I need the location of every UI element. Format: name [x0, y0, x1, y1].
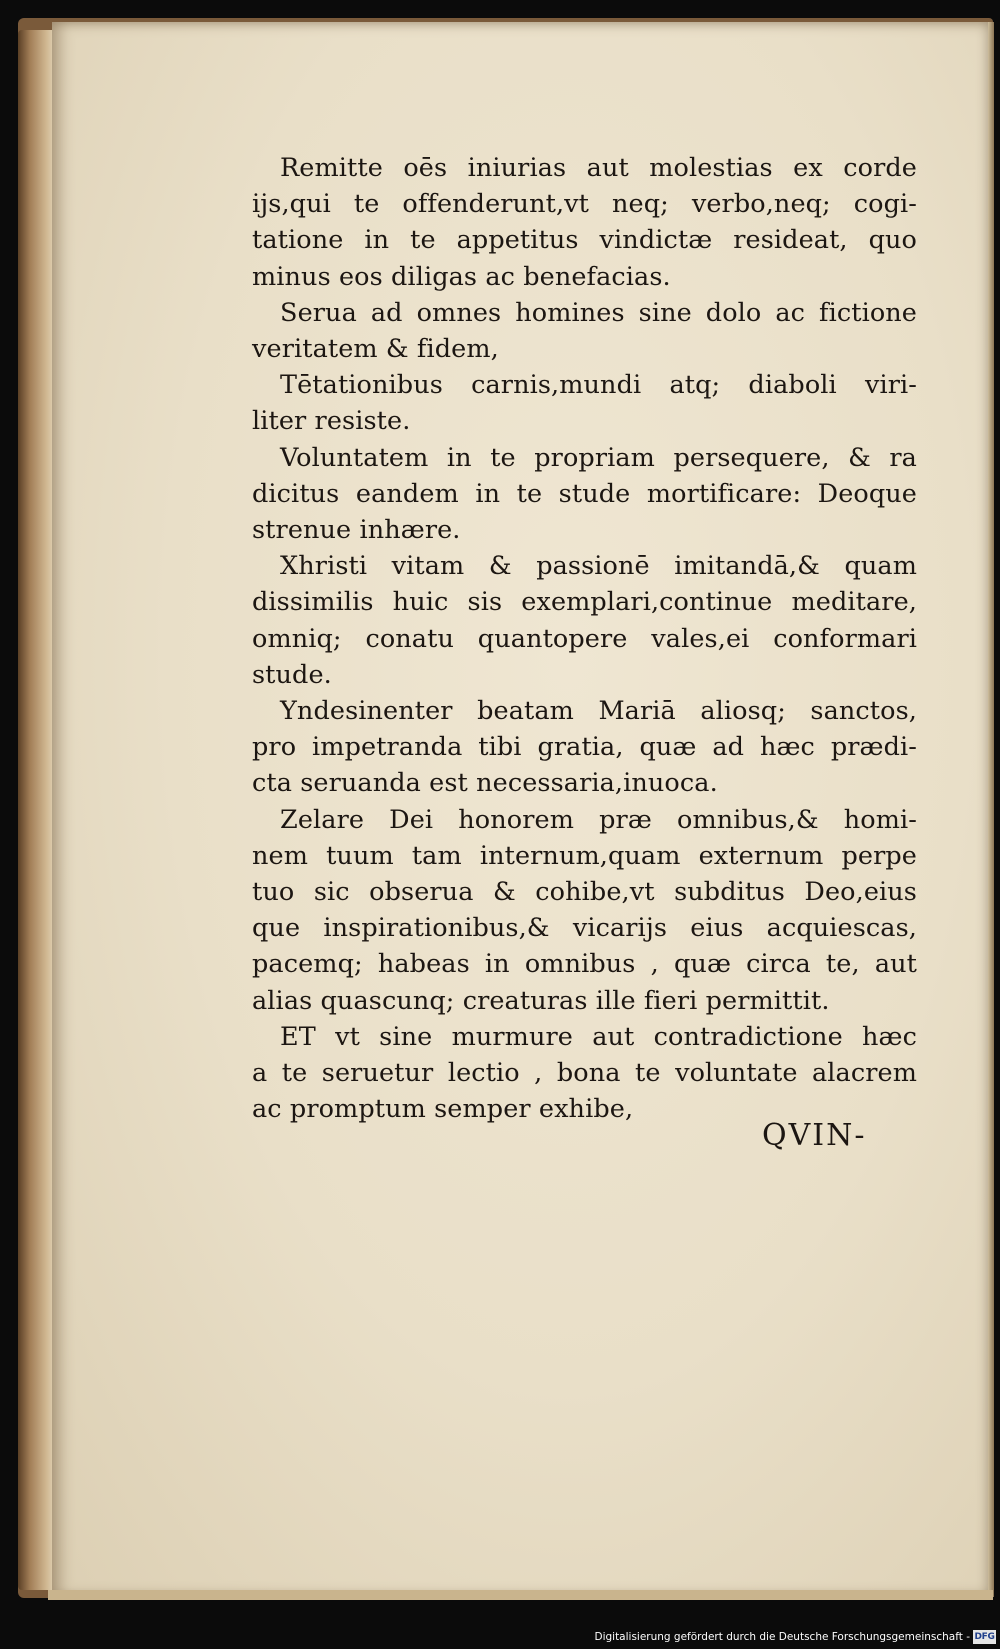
- text-line: pacemq; habeas in omnibus , quæ circa te, aut: [252, 949, 917, 980]
- text-line: dissimilis huic sis exemplari,continue meditare,: [252, 587, 917, 618]
- text-line: strenue inhære.: [252, 515, 461, 546]
- text-line: tuo sic obserua & cohibe,vt subditus Deo,eius: [252, 877, 917, 908]
- page-body-text: [252, 150, 917, 1127]
- text-line: cta seruanda est necessaria,inuoca.: [252, 768, 718, 799]
- text-line: liter resiste.: [252, 406, 411, 437]
- text-line: alias quascunq; creaturas ille fieri permittit.: [252, 985, 830, 1016]
- text-line: minus eos diligas ac benefacias.: [252, 261, 671, 292]
- text-line: nem tuum tam internum,quam externum perpe: [252, 840, 917, 871]
- text-line: Voluntatem in te propriam persequere, & ra: [280, 442, 917, 473]
- text-line: ET vt sine murmure aut contradictione hæc: [280, 1021, 917, 1052]
- text-line: Tētationibus carnis,mundi atq; diaboli viri-: [280, 370, 917, 401]
- footer-credit: Digitalisierung gefördert durch die Deutsche Forschungsgemeinschaft -: [594, 1631, 970, 1643]
- text-line: tatione in te appetitus vindictæ resideat, quo: [252, 225, 917, 256]
- text-line: Zelare Dei honorem præ omnibus,& homi-: [280, 804, 917, 835]
- text-line: a te seruetur lectio , bona te voluntate alacrem: [252, 1058, 917, 1089]
- text-line: pro impetranda tibi gratia, quæ ad hæc prædi-: [252, 732, 917, 763]
- text-line: Remitte oēs iniurias aut molestias ex corde: [280, 153, 917, 183]
- text-line: Xhristi vitam & passionē imitandā,& quam: [280, 551, 917, 582]
- dfg-logo: DFG: [974, 1632, 995, 1642]
- text-line: ac promptum semper exhibe,: [252, 1094, 634, 1125]
- text-line: ijs,qui te offenderunt,vt neq; verbo,neq; cogi-: [252, 189, 917, 220]
- page-edge-bottom: [48, 1590, 993, 1600]
- text-line: que inspirationibus,& vicarijs eius acquiescas,: [252, 913, 917, 944]
- text-line: Yndesinenter beatam Mariā aliosq; sanctos,: [280, 696, 917, 727]
- text-line: omniq; conatu quantopere vales,ei conformari: [252, 623, 917, 654]
- catchword: QVIN-: [762, 1118, 867, 1153]
- text-line: Serua ad omnes homines sine dolo ac fictione: [280, 297, 917, 328]
- page-edge-right: [988, 22, 994, 1597]
- text-line: stude.: [252, 659, 332, 690]
- text-line: veritatem & fidem,: [252, 334, 499, 365]
- text-line: dicitus eandem in te stude mortificare: Deoque: [252, 478, 917, 509]
